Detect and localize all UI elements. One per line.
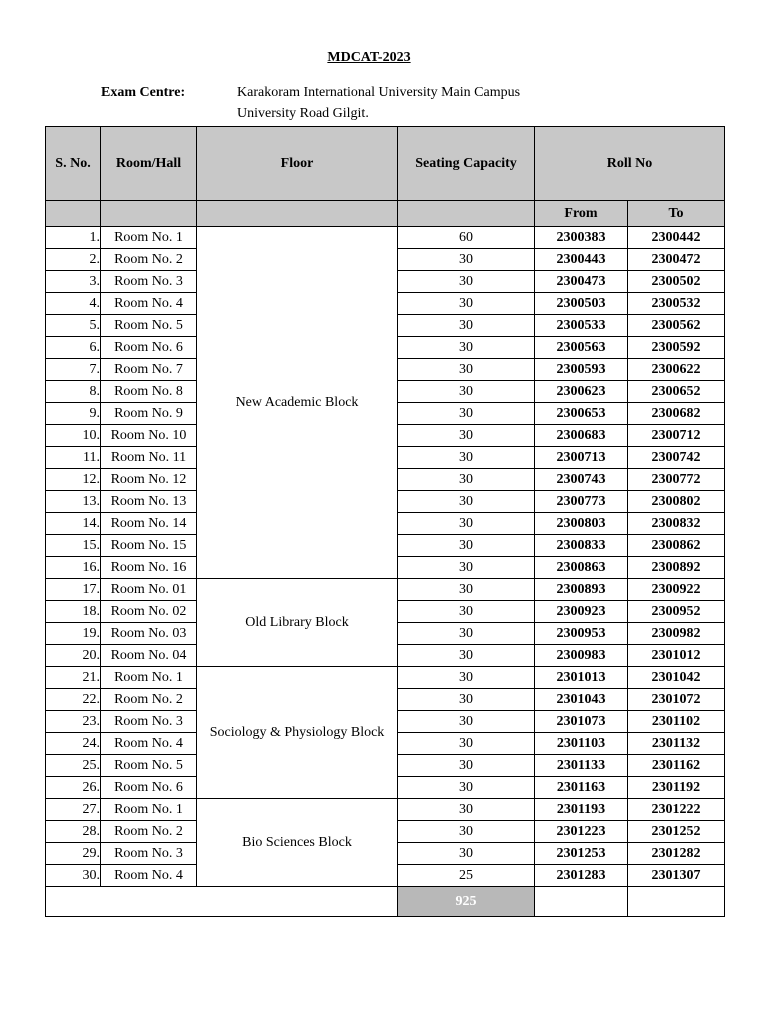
room-name: Room No. 12 [101,469,197,491]
roll-to: 2301072 [628,689,725,711]
roll-to: 2300802 [628,491,725,513]
roll-to: 2300652 [628,381,725,403]
serial-number: 13. [46,491,101,513]
seating-capacity: 30 [398,271,535,293]
roll-from: 2300713 [535,447,628,469]
serial-number: 16. [46,557,101,579]
seating-capacity: 30 [398,337,535,359]
floor-name: Bio Sciences Block [197,799,398,887]
serial-number: 10. [46,425,101,447]
roll-from: 2300773 [535,491,628,513]
roll-from: 2300803 [535,513,628,535]
roll-from: 2300953 [535,623,628,645]
seating-capacity: 30 [398,689,535,711]
floor-name: Old Library Block [197,579,398,667]
serial-number: 17. [46,579,101,601]
room-name: Room No. 6 [101,337,197,359]
roll-from: 2300533 [535,315,628,337]
seating-capacity: 30 [398,733,535,755]
roll-to: 2300442 [628,227,725,249]
seating-plan-table [45,126,725,917]
roll-to: 2300682 [628,403,725,425]
room-name: Room No. 8 [101,381,197,403]
roll-to: 2301222 [628,799,725,821]
serial-number: 19. [46,623,101,645]
seating-capacity: 30 [398,799,535,821]
table-row [46,579,725,601]
serial-number: 14. [46,513,101,535]
roll-to: 2301012 [628,645,725,667]
seating-capacity: 30 [398,579,535,601]
serial-number: 23. [46,711,101,733]
seating-capacity: 60 [398,227,535,249]
roll-to: 2300772 [628,469,725,491]
room-name: Room No. 4 [101,865,197,887]
room-name: Room No. 3 [101,711,197,733]
room-name: Room No. 1 [101,667,197,689]
roll-to: 2300532 [628,293,725,315]
header-to: To [628,201,725,227]
room-name: Room No. 3 [101,843,197,865]
roll-from: 2300893 [535,579,628,601]
roll-from: 2300383 [535,227,628,249]
serial-number: 11. [46,447,101,469]
serial-number: 3. [46,271,101,293]
roll-from: 2300593 [535,359,628,381]
serial-number: 30. [46,865,101,887]
seating-capacity: 30 [398,535,535,557]
roll-to: 2300832 [628,513,725,535]
table-row [46,227,725,249]
roll-to: 2301282 [628,843,725,865]
seating-capacity: 30 [398,249,535,271]
room-name: Room No. 16 [101,557,197,579]
room-name: Room No. 2 [101,249,197,271]
serial-number: 6. [46,337,101,359]
roll-to: 2300742 [628,447,725,469]
table-body [46,227,725,887]
subheader-row [46,201,725,227]
exam-centre-address: University Road Gilgit. [237,106,369,121]
roll-from: 2301073 [535,711,628,733]
roll-from: 2301103 [535,733,628,755]
roll-from: 2300653 [535,403,628,425]
roll-from: 2301163 [535,777,628,799]
roll-to: 2300952 [628,601,725,623]
room-name: Room No. 4 [101,293,197,315]
seating-capacity: 30 [398,381,535,403]
exam-centre-label: Exam Centre: [101,85,186,100]
roll-to: 2300922 [628,579,725,601]
subheader-empty [197,201,398,227]
room-name: Room No. 01 [101,579,197,601]
seating-capacity: 30 [398,403,535,425]
header-from: From [535,201,628,227]
roll-to: 2301102 [628,711,725,733]
floor-name: Sociology & Physiology Block [197,667,398,799]
roll-to: 2300562 [628,315,725,337]
room-name: Room No. 03 [101,623,197,645]
roll-to: 2300592 [628,337,725,359]
header-capacity: Seating Capacity [398,127,535,201]
seating-capacity: 30 [398,623,535,645]
seating-capacity: 30 [398,755,535,777]
serial-number: 29. [46,843,101,865]
roll-from: 2301253 [535,843,628,865]
seating-capacity: 30 [398,469,535,491]
serial-number: 5. [46,315,101,337]
seating-capacity: 30 [398,843,535,865]
room-name: Room No. 14 [101,513,197,535]
serial-number: 15. [46,535,101,557]
roll-to: 2300712 [628,425,725,447]
roll-from: 2301223 [535,821,628,843]
roll-to: 2300472 [628,249,725,271]
roll-from: 2300683 [535,425,628,447]
table-row [46,667,725,689]
roll-from: 2300503 [535,293,628,315]
room-name: Room No. 9 [101,403,197,425]
roll-to: 2300502 [628,271,725,293]
table-row [46,799,725,821]
serial-number: 28. [46,821,101,843]
room-name: Room No. 04 [101,645,197,667]
exam-centre-name: Karakoram International University Main Campus [237,85,521,100]
roll-from: 2300623 [535,381,628,403]
serial-number: 7. [46,359,101,381]
header-row [46,127,725,201]
header-floor: Floor [197,127,398,201]
floor-name: New Academic Block [197,227,398,579]
serial-number: 22. [46,689,101,711]
header-room: Room/Hall [101,127,197,201]
roll-to: 2301162 [628,755,725,777]
room-name: Room No. 2 [101,821,197,843]
roll-to: 2300892 [628,557,725,579]
serial-number: 26. [46,777,101,799]
serial-number: 20. [46,645,101,667]
subheader-empty [101,201,197,227]
roll-to: 2300622 [628,359,725,381]
seating-capacity: 30 [398,513,535,535]
serial-number: 9. [46,403,101,425]
total-empty [535,887,628,917]
room-name: Room No. 13 [101,491,197,513]
room-name: Room No. 5 [101,315,197,337]
serial-number: 25. [46,755,101,777]
seating-capacity: 30 [398,315,535,337]
roll-from: 2300743 [535,469,628,491]
serial-number: 27. [46,799,101,821]
roll-from: 2300473 [535,271,628,293]
seating-capacity: 30 [398,667,535,689]
room-name: Room No. 4 [101,733,197,755]
roll-from: 2300983 [535,645,628,667]
seating-capacity: 25 [398,865,535,887]
room-name: Room No. 10 [101,425,197,447]
room-name: Room No. 7 [101,359,197,381]
room-name: Room No. 1 [101,799,197,821]
roll-from: 2301043 [535,689,628,711]
roll-from: 2300443 [535,249,628,271]
seating-capacity: 30 [398,425,535,447]
roll-to: 2301252 [628,821,725,843]
serial-number: 12. [46,469,101,491]
room-name: Room No. 1 [101,227,197,249]
roll-to: 2301042 [628,667,725,689]
roll-from: 2300863 [535,557,628,579]
room-name: Room No. 02 [101,601,197,623]
roll-from: 2300563 [535,337,628,359]
seating-capacity: 30 [398,557,535,579]
roll-from: 2301193 [535,799,628,821]
roll-from: 2300833 [535,535,628,557]
header-roll-no: Roll No [535,127,725,201]
room-name: Room No. 2 [101,689,197,711]
seating-capacity: 30 [398,711,535,733]
serial-number: 8. [46,381,101,403]
serial-number: 18. [46,601,101,623]
roll-from: 2301133 [535,755,628,777]
total-empty [46,887,398,917]
room-name: Room No. 6 [101,777,197,799]
room-name: Room No. 3 [101,271,197,293]
roll-to: 2301132 [628,733,725,755]
roll-to: 2300982 [628,623,725,645]
seating-capacity: 30 [398,821,535,843]
roll-from: 2301283 [535,865,628,887]
document-title: MDCAT-2023 [327,50,411,65]
serial-number: 21. [46,667,101,689]
header-sno: S. No. [46,127,101,201]
seating-capacity: 30 [398,293,535,315]
seating-capacity: 30 [398,359,535,381]
subheader-empty [398,201,535,227]
roll-to: 2300862 [628,535,725,557]
roll-from: 2300923 [535,601,628,623]
serial-number: 24. [46,733,101,755]
seating-capacity: 30 [398,447,535,469]
total-empty [628,887,725,917]
total-row [46,887,725,917]
seating-capacity: 30 [398,777,535,799]
seating-capacity: 30 [398,601,535,623]
roll-from: 2301013 [535,667,628,689]
roll-to: 2301192 [628,777,725,799]
seating-capacity: 30 [398,491,535,513]
subheader-empty [46,201,101,227]
room-name: Room No. 5 [101,755,197,777]
roll-to: 2301307 [628,865,725,887]
room-name: Room No. 15 [101,535,197,557]
serial-number: 2. [46,249,101,271]
serial-number: 4. [46,293,101,315]
total-capacity: 925 [398,887,535,917]
seating-capacity: 30 [398,645,535,667]
serial-number: 1. [46,227,101,249]
room-name: Room No. 11 [101,447,197,469]
